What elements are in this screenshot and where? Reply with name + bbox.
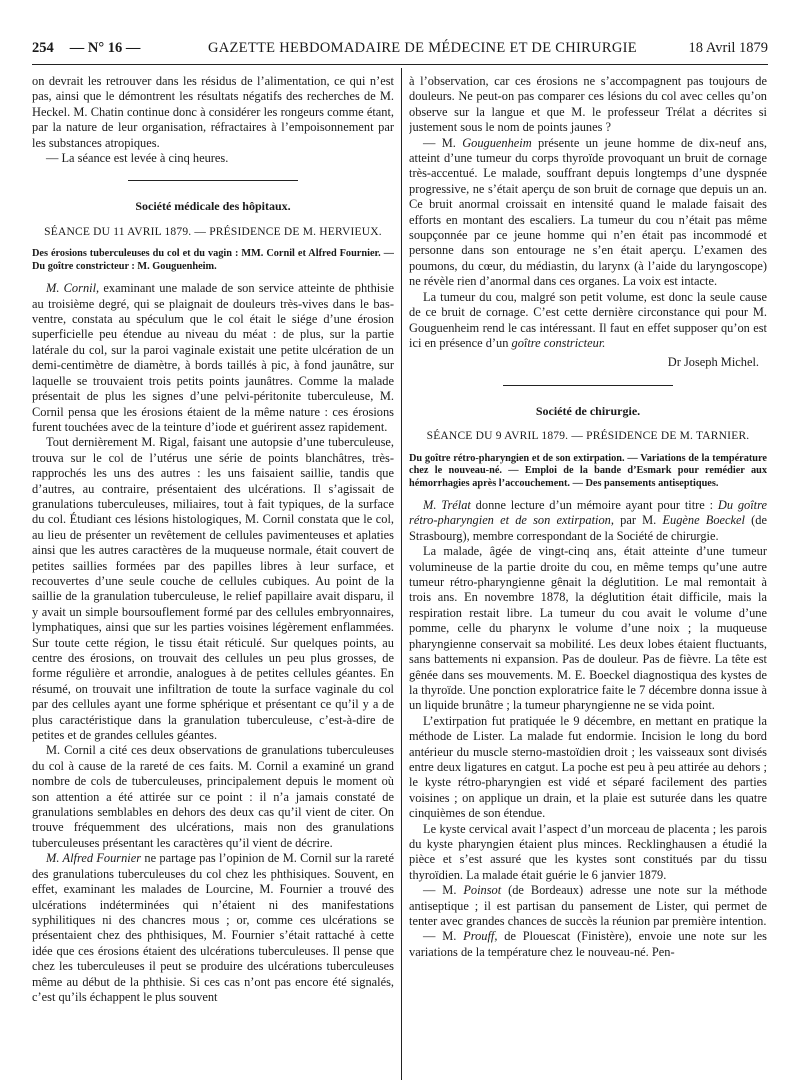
speaker-name: Gouguenheim bbox=[462, 135, 532, 150]
paragraph-text: (de Strasbourg), membre correspondant de la Société de chirurgie. bbox=[409, 513, 767, 543]
memoir-title: Du goître rétro-pharyngien et de son extirpation, bbox=[409, 498, 767, 528]
speaker-name: M. Alfred Fournier bbox=[46, 851, 142, 866]
journal-title: GAZETTE HEBDOMADAIRE DE MÉDECINE ET DE CHIRURGIE bbox=[207, 40, 637, 56]
emphasis: goître constricteur. bbox=[511, 335, 606, 350]
paragraph: Tout dernièrement M. Rigal, faisant une autopsie d’une tuberculeuse, trouva sur le col de l’utérus une série de points blanchâtres, très-rapprochés les uns des autres : les uns faisaient saillie, tandis que d’autres, au contraire, présentaient des ulcérations. Il s’agissait de granulations tuberculeuses, miliaires, tout à fait typiques, de la surface du col. Étudiant ces lésions histologiques, M. Cornil constata que le col, au lieu de présenter un revêtement de cellules pavimenteuses et aplaties ainsi que les autres caractères de la muqueuse normale, était couvert de petites saillies formées par des papilles libres à leur surface, et recouvertes d’une seule couche de cellules cubiques. Au point de la saillie de la granulation tuberculeuse, le relief papillaire avait disparu, il y avait un simple boursouflement formé par des cellules embryonnaires, lymphatiques, ainsi que sur les parties voisines légèrement enflammées. Sur toute cette région, le tissu était réticulé. Sur quelques points, au centre des érosions, on trouvait des cellules un peu plus grosses, de forme régulière et arrondie, analogues à de petites cellules géantes. En résumé, on trouvait une infiltration de toute la surface vaginale du col par des cellules ayant une forme sphérique et présentant ce qu’il y a de plus caractéristique dans la granulation tuberculeuse, c’est-à-dire de petites et de grandes cellules géantes. bbox=[32, 435, 394, 743]
dash-prefix: — M. bbox=[423, 135, 463, 150]
issue-number: — N° 16 — bbox=[69, 40, 141, 56]
page-number: 254 bbox=[32, 40, 54, 56]
dash-prefix: — M. bbox=[423, 883, 464, 898]
paragraph-text: présente un jeune homme de dix-neuf ans, atteint d’une tumeur du corps thyroïde provoquant un bruit de cornage très-accentué. Le malade, souffrant depuis longtemps d’une dyspnée progressive, ne s’était aperçu de son bruit de cornage que depuis un an. Ce bruit anormal croissait en intensité quand le malade faisait des efforts en montant des escaliers. La tumeur du cou n’était pas même soupçonnée par ce jeune homme qui n’en était pas incommodé et personne dans son entourage ne s’en était aperçu. L’examen des poumons, du cœur, du médiastin, du larynx (à l’aide du laryngoscope) ne révèle rien d’anormal dans ces organes. La voix est intacte. bbox=[409, 135, 767, 289]
paragraph: — La séance est levée à cinq heures. bbox=[46, 151, 229, 166]
paragraph-text: examinant une malade de son service atteinte de phthisie au troisième degré, qui se plaignait de douleurs très-vives dans le bas-ventre, constata au spéculum que le col était le siége d’une érosion superficielle peu étendue au niveau du méat : de plus, sur la partie latérale du col, sur la paroi vaginale existait une petite ulcération de un demi-centimètre de diamètre, à bords taillés à pic, à fond jaunâtre, sur laquelle se trouvaient trois petits points jaunâtres. Comme la malade présentait de plus les signes d’une pelvi-péritonite tuberculeuse, M. Cornil pensa que les érosions étaient de la même nature : ces érosions furent touchées avec de la teinture d’iode et guérirent assez rapidement. bbox=[32, 281, 394, 434]
paragraph-text: par M. bbox=[613, 513, 663, 528]
issue-date: 18 Avril 1879 bbox=[688, 40, 768, 56]
paragraph bbox=[409, 290, 767, 352]
paragraph bbox=[409, 929, 767, 960]
society-title: Société de chirurgie. bbox=[535, 403, 641, 418]
session-summary: Du goître rétro-pharyngien et de son extirpation. — Variations de la température chez le nouveau-né. — Emploi de la bande d’Esmark pour remédier aux hémorrhagies après l’accouchement. — Des pansements antiseptiques. bbox=[409, 452, 767, 489]
paragraph: L’extirpation fut pratiquée le 9 décembre, en mettant en pratique la méthode de Lister. La malade fut endormie. Incision le long du bord antérieur du muscle sterno-mastoïdien droit ; les vaisseaux sont divisés entre deux ligatures en catgut. La poche est peu à peu attirée au dehors ; le kyste rétro-pharyngien est vidé et séparé facilement des parties voisines ; on applique un drain, et la plaie est suturée dans les quatre cinquièmes de son étendue. bbox=[409, 713, 767, 821]
paragraph bbox=[409, 883, 767, 929]
section-separator bbox=[128, 180, 298, 181]
paragraph-text: La tumeur du cou, malgré son petit volume, est donc la seule cause de ce bruit de cornage. C’est cette dernière circonstance qui pour M. Gouguenheim rend le cas intéressant. Il faut en effet supposer qu’on est ici en présence d’un bbox=[409, 289, 767, 350]
paragraph-text: donne lecture d’un mémoire ayant pour titre : bbox=[470, 498, 718, 513]
session-summary: Des érosions tuberculeuses du col et du vagin : MM. Cornil et Alfred Fournier. — Du goître constricteur : M. Gouguenheim. bbox=[32, 248, 394, 272]
session-heading: SÉANCE DU 9 AVRIL 1879. — PRÉSIDENCE DE M. TARNIER. bbox=[426, 430, 750, 443]
paragraph-text: de Plouescat (Finistère), envoie une note sur les variations de la température chez le nouveau-né. Pen- bbox=[409, 929, 767, 959]
society-title: Société médicale des hôpitaux. bbox=[135, 199, 291, 214]
paragraph bbox=[32, 851, 394, 1005]
paragraph: on devrait les retrouver dans les résidus de l’alimentation, ce qui n’est pas, ainsi que le démontrent les résultats négatifs des recherches de M. Heckel. M. Chatin continue donc à considérer les rongeurs comme étant, par la nature de leur organisation, réfractaires à l’empoisonnement par les substances atropiques. bbox=[32, 74, 394, 150]
section-separator bbox=[503, 385, 673, 386]
paragraph-text: (de Bordeaux) adresse une note sur la méthode antiseptique ; il est partisan du pansement de Lister, qui permet de tenter avec grandes chances de succès la réunion par première intention. bbox=[409, 883, 767, 928]
paragraph: Le kyste cervical avait l’aspect d’un morceau de placenta ; les parois du kyste pharyngien étaient plus minces. Recklinghausen a étudié la pièce et s’est assuré que les kystes sont constitués par du tissu thyroïdien. La malade était guérie le 6 janvier 1879. bbox=[409, 821, 767, 882]
page-header bbox=[32, 40, 768, 66]
header-rule bbox=[32, 64, 768, 65]
paragraph-text: ne partage pas l’opinion de M. Cornil sur la rareté des granulations tuberculeuses du col chez les phthisiques. Souvent, en effet, examinant les malades de Lourcine, M. Fournier a trouvé des ulcérations indéterminées qui n’étaient ni des manifestations syphilitiques ni des chancres mous ; or, comme ces ulcérations se présentaient chez des phthisiques, M. Fournier s’était rattaché à cette idée que ces érosions étaient des ulcérations tuberculeuses. Il pense que chez les tuberculeuses il peut se produire des ulcérations tuberculeuses même au début de la phthisie. Si ces cas n’ont pas encore été signalés, c’est qu’ils échappent le plus souvent bbox=[32, 851, 394, 1004]
session-heading: SÉANCE DU 11 AVRIL 1879. — PRÉSIDENCE DE M. HERVIEUX. bbox=[44, 225, 382, 238]
paragraph bbox=[32, 281, 394, 435]
paragraph: La malade, âgée de vingt-cinq ans, était atteinte d’une tumeur volumineuse de la partie droite du cou, en même temps qu’une autre tumeur rétro-pharyngienne gênait la déglutition. Le mal remontait à trois ans. En novembre 1878, la déglutition était difficile, mais la respiration restait libre. La tumeur du cou avait le volume d’une pomme, celle du pharynx le volume d’une noix ; la muqueuse pharyngienne conservait sa mobilité. Les deux lobes étaient fluctuants, sans battements ni expansion. Pas de douleur. Pas de fièvre. La tête est gênée dans ses mouvements. M. E. Boeckel diagnostiqua des kystes de la thyroïde. Une ponction exploratrice faite le 7 décembre donna issue à un liquide brunâtre ; la tumeur pharyngienne ne se vida point. bbox=[409, 544, 767, 713]
speaker-name: Poinsot bbox=[463, 883, 502, 898]
speaker-name: M. Cornil, bbox=[46, 281, 100, 296]
paragraph: M. Cornil a cité ces deux observations de granulations tuberculeuses du col à cause de la rareté de ces faits. M. Cornil a examiné un grand nombre de cols de tuberculeuses, principalement depuis le moment où son attention a été attirée sur ce point : il n’a jamais constaté de granulations semblables en dehors des deux cas qu’il vient de citer. On trouve fréquemment des ulcérations, mais non des granulations tuberculeuses présentant les caractères qu’il vient de décrire. bbox=[32, 743, 394, 850]
column-divider bbox=[401, 68, 402, 1080]
dash-prefix: — M. bbox=[423, 929, 464, 944]
speaker-name: Prouff, bbox=[463, 929, 498, 944]
speaker-name: M. Trélat bbox=[423, 498, 471, 513]
right-column bbox=[409, 74, 767, 1079]
author-name: Eugène Boeckel bbox=[662, 513, 745, 528]
left-column bbox=[32, 74, 394, 1079]
paragraph bbox=[409, 498, 767, 544]
signature: Dr Joseph Michel. bbox=[667, 355, 759, 370]
paragraph bbox=[409, 136, 767, 290]
paragraph: à l’observation, car ces érosions ne s’accompagnent pas toujours de douleurs. Ne peut-on pas comparer ces lésions du col avec celles qu’on observe sur la langue et que M. le professeur Trélat a décrites si justement sous le nom de points jaunes ? bbox=[409, 74, 767, 135]
